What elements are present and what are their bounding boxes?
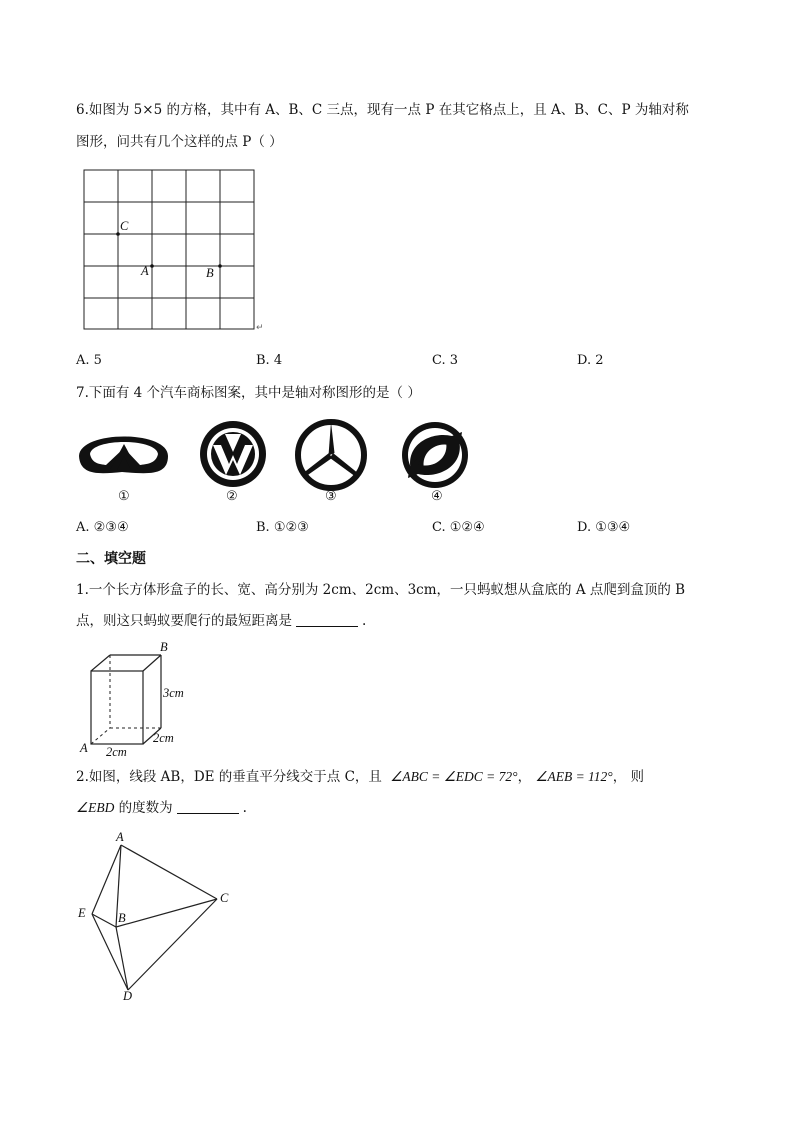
f2-label-e: E: [78, 906, 86, 920]
f1-text-line2-before: 点，则这只蚂蚁要爬行的最短距离是: [76, 613, 292, 629]
f2-text-b: ， 则: [612, 769, 645, 785]
f2-text-a: 2.如图，线段 AB，DE 的垂直平分线交于点 C，且: [76, 769, 382, 785]
f1-label-b: B: [160, 640, 168, 654]
f2-label-b: B: [118, 911, 126, 925]
q6-text-line2: 图形，问共有几个这样的点 P（ ）: [76, 134, 283, 150]
q6-text-line1: 6.如图为 5×5 的方格，其中有 A、B、C 三点，现有一点 P 在其它格点上，且 A、B、C、P 为轴对称: [76, 102, 689, 118]
f2-sep: ，: [517, 769, 532, 785]
q7-option-a: A. ②③④: [76, 520, 129, 535]
q7-text: 7.下面有 4 个汽车商标图案，其中是轴对称图形的是（ ）: [76, 385, 421, 401]
f1-label-height: 3cm: [163, 686, 184, 700]
f2-math1: ∠ABC = ∠EDC = 72°: [390, 769, 518, 784]
q6-option-a: A. 5: [76, 353, 102, 368]
q6-label-c: C: [120, 219, 129, 233]
q7-option-b: B. ①②③: [256, 520, 309, 535]
f2-label-c: C: [220, 891, 229, 905]
q6-option-c: C. 3: [432, 353, 459, 368]
f2-text-line2-after: 的度数为: [118, 800, 173, 816]
svg-text:↵: ↵: [256, 323, 264, 333]
f1-label-width: 2cm: [153, 731, 174, 745]
q7-logo-number-1: ①: [118, 489, 130, 504]
section-title: 二、填空题: [76, 551, 146, 567]
q6-label-a: A: [141, 264, 149, 278]
f2-math2: ∠AEB = 112°: [535, 769, 613, 784]
f2-label-a: A: [116, 830, 124, 844]
q7-option-d: D. ①③④: [577, 520, 631, 535]
q6-label-b: B: [206, 266, 214, 280]
q7-option-c: C. ①②④: [432, 520, 485, 535]
f1-text-line1: 1.一个长方体形盒子的长、宽、高分别为 2cm、2cm、3cm，一只蚂蚁想从盒底的 A 点爬到盒顶的 B: [76, 582, 686, 598]
f1-label-length: 2cm: [106, 745, 127, 759]
f2-label-d: D: [123, 989, 133, 1003]
q7-logo-number-3: ③: [325, 489, 337, 504]
q6-option-d: D. 2: [577, 353, 604, 368]
f1-text-line2-after: .: [362, 613, 367, 629]
f2-end: .: [242, 800, 247, 816]
f1-label-a: A: [80, 741, 88, 755]
q7-logo-number-2: ②: [226, 489, 238, 504]
q7-logo-number-4: ④: [431, 489, 443, 504]
q6-option-b: B. 4: [256, 353, 283, 368]
f2-math3: ∠EBD: [76, 800, 115, 815]
